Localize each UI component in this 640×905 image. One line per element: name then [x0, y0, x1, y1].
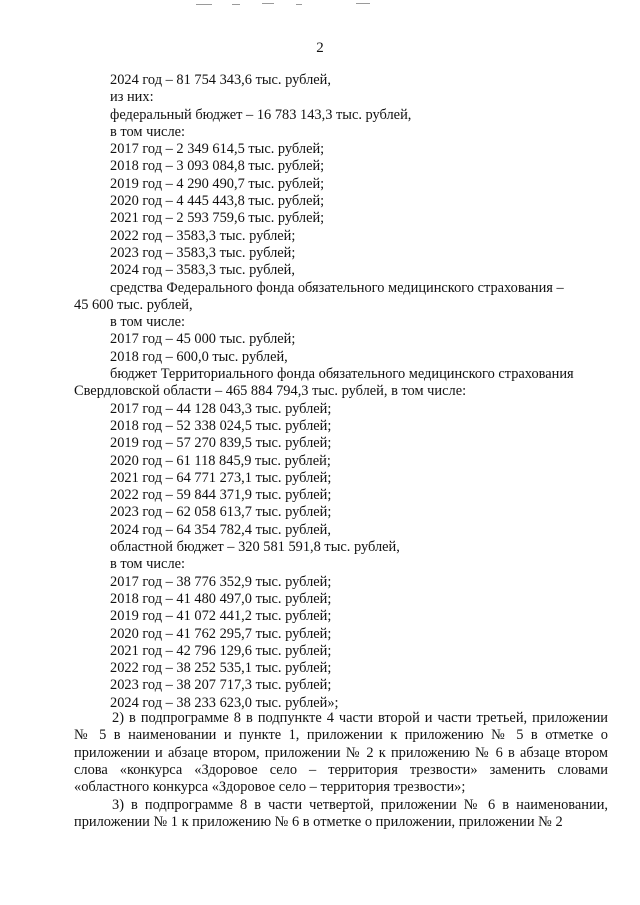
- text-line: в том числе:: [110, 556, 186, 573]
- text-line: 2019 год – 57 270 839,5 тыс. рублей;: [110, 435, 332, 452]
- scan-artifact: [356, 3, 370, 4]
- text-line: 2023 год – 62 058 613,7 тыс. рублей;: [110, 504, 332, 521]
- text-line: 2023 год – 38 207 717,3 тыс. рублей;: [110, 677, 332, 694]
- text-line: 2018 год – 600,0 тыс. рублей,: [110, 348, 288, 365]
- text-line: 2018 год – 3 093 084,8 тыс. рублей;: [110, 158, 325, 175]
- text-line: средства Федерального фонда обязательного медицинского страхования –: [110, 279, 564, 296]
- text-line: 2021 год – 2 593 759,6 тыс. рублей;: [110, 210, 325, 227]
- text-line: 2021 год – 64 771 273,1 тыс. рублей;: [110, 469, 332, 486]
- text-line: 2020 год – 4 445 443,8 тыс. рублей;: [110, 193, 325, 210]
- text-line: 2018 год – 52 338 024,5 тыс. рублей;: [110, 417, 332, 434]
- scan-artifact: [232, 4, 240, 5]
- text-line: федеральный бюджет – 16 783 143,3 тыс. рублей,: [110, 106, 412, 123]
- text-line: 45 600 тыс. рублей,: [74, 296, 193, 313]
- text-line: в том числе:: [110, 314, 186, 331]
- text-line: 2019 год – 4 290 490,7 тыс. рублей;: [110, 175, 325, 192]
- text-line: 2024 год – 3583,3 тыс. рублей,: [110, 262, 295, 279]
- text-line: бюджет Территориального фонда обязательного медицинского страхования: [110, 366, 574, 383]
- text-line: из них:: [110, 89, 154, 106]
- financing-list: [0, 72, 640, 712]
- scan-artifact: [262, 3, 274, 4]
- text-line: 2022 год – 59 844 371,9 тыс. рублей;: [110, 487, 332, 504]
- text-line: 2022 год – 3583,3 тыс. рублей;: [110, 227, 296, 244]
- text-line: 2020 год – 61 118 845,9 тыс. рублей;: [110, 452, 331, 469]
- text-line: Свердловской области – 465 884 794,3 тыс. рублей, в том числе:: [74, 383, 467, 400]
- text-line: 2019 год – 41 072 441,2 тыс. рублей;: [110, 608, 332, 625]
- text-line: 2024 год – 81 754 343,6 тыс. рублей,: [110, 72, 331, 88]
- text-line: 2022 год – 38 252 535,1 тыс. рублей;: [110, 660, 332, 677]
- page-number: 2: [316, 40, 324, 56]
- paragraph-item-3: 3) в подпрограмме 8 в части четвертой, приложении № 6 в наименовании, приложении № 1 к приложению № 6 в отметке о приложении, приложении № 2: [74, 797, 608, 831]
- text-line: 2018 год – 41 480 497,0 тыс. рублей;: [110, 590, 332, 607]
- text-line: 2021 год – 42 796 129,6 тыс. рублей;: [110, 642, 332, 659]
- text-line: 2017 год – 38 776 352,9 тыс. рублей;: [110, 573, 332, 590]
- scan-artifact: [296, 4, 302, 5]
- text-line: 2024 год – 64 354 782,4 тыс. рублей,: [110, 521, 331, 538]
- text-line: 2017 год – 44 128 043,3 тыс. рублей;: [110, 400, 332, 417]
- text-line: 2024 год – 38 233 623,0 тыс. рублей»;: [110, 694, 339, 711]
- text-line: 2017 год – 45 000 тыс. рублей;: [110, 331, 296, 348]
- text-line: 2020 год – 41 762 295,7 тыс. рублей;: [110, 625, 332, 642]
- scan-artifact: [196, 4, 212, 5]
- paragraph-item-2: 2) в подпрограмме 8 в подпункте 4 части второй и части третьей, приложении № 5 в наименовании и пункте 1, приложении к приложению № 5 в отметке о приложении и абзаце втором, приложении № 2 к приложению № 6 в абзаце втором слова «конкурса «Здоровое село – территория трезвости» заменить словами «областного конкурса «Здоровое село – территория трезвости»;: [74, 710, 608, 796]
- text-line: 2017 год – 2 349 614,5 тыс. рублей;: [110, 141, 325, 158]
- text-line: 2023 год – 3583,3 тыс. рублей;: [110, 244, 296, 261]
- text-line: в том числе:: [110, 123, 186, 140]
- text-line: областной бюджет – 320 581 591,8 тыс. рублей,: [110, 539, 400, 556]
